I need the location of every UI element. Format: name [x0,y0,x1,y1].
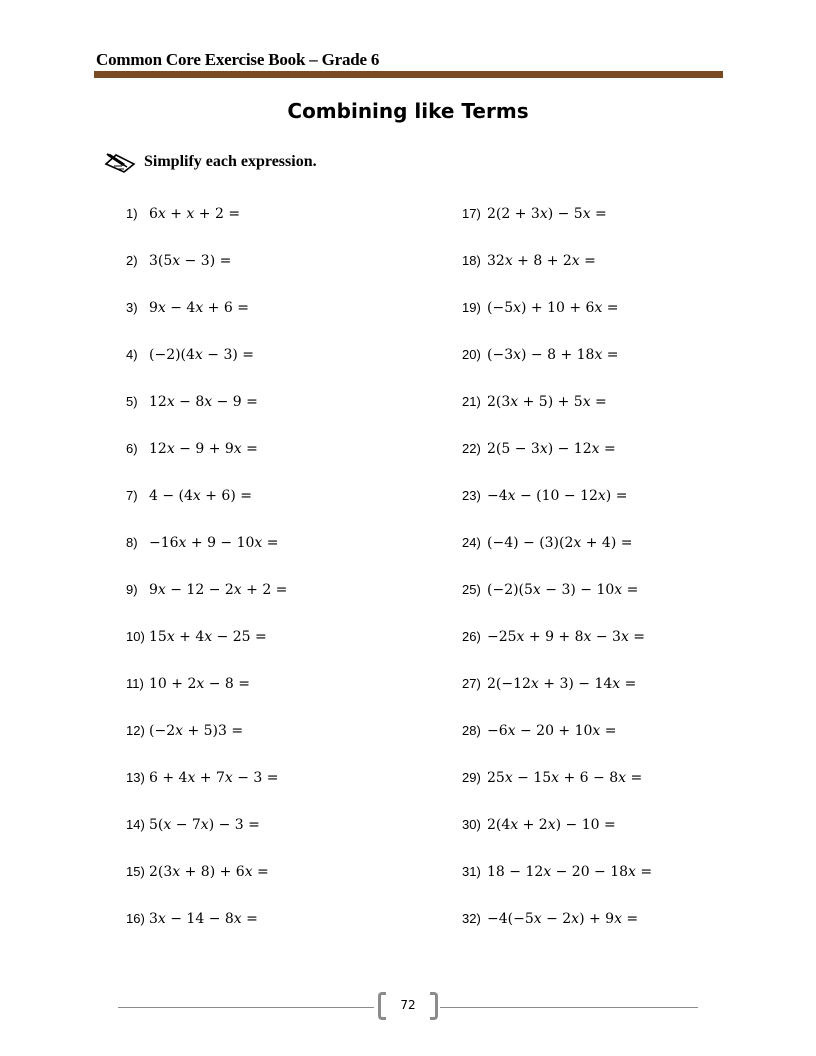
problem-number: 28) [462,723,481,738]
instruction-text: Simplify each expression. [144,153,317,170]
problem-expression: −16𝑥 + 9 − 10𝑥 = [149,535,279,551]
problem-item [462,858,652,905]
problem-expression: 2(4𝑥 + 2𝑥) − 10 = [487,817,616,833]
problem-number: 1) [126,206,138,221]
problem-item [126,388,287,435]
problem-expression: 6𝑥 + 𝑥 + 2 = [149,206,241,222]
problem-expression: 3𝑥 − 14 − 8𝑥 = [149,911,258,927]
problem-number: 16) [126,911,145,926]
problem-item [126,529,287,576]
problem-item [462,811,652,858]
problem-expression: 12𝑥 − 8𝑥 − 9 = [149,394,258,410]
book-title: Common Core Exercise Book – Grade 6 [96,50,380,69]
problem-number: 20) [462,347,481,362]
problem-number: 18) [462,253,481,268]
problem-number: 5) [126,394,138,409]
problem-number: 29) [462,770,481,785]
problem-number: 17) [462,206,481,221]
problem-number: 25) [462,582,481,597]
problem-number: 31) [462,864,481,879]
footer-rule-right [440,1007,698,1008]
problem-number: 26) [462,629,481,644]
problem-number: 15) [126,864,145,879]
problems-left-column [126,200,287,952]
problem-number: 27) [462,676,481,691]
problem-item [462,247,652,294]
problem-item [126,576,287,623]
problem-item [126,811,287,858]
problem-item [462,200,652,247]
problem-item [126,247,287,294]
pencil-paper-icon [104,151,136,173]
problem-expression: 32𝑥 + 8 + 2𝑥 = [487,253,596,269]
problem-number: 21) [462,394,481,409]
problem-number: 7) [126,488,138,503]
problem-number: 14) [126,817,145,832]
problem-number: 12) [126,723,145,738]
problem-expression: 25𝑥 − 15𝑥 + 6 − 8𝑥 = [487,770,643,786]
problem-expression: 2(3𝑥 + 5) + 5𝑥 = [487,394,607,410]
problem-expression: 10 + 2𝑥 − 8 = [149,676,250,692]
problem-item [126,435,287,482]
problem-item [126,764,287,811]
problem-item [126,905,287,952]
problem-item [126,670,287,717]
problem-item [462,435,652,482]
problem-number: 10) [126,629,145,644]
problem-item [126,341,287,388]
problem-item [126,717,287,764]
problem-expression: 2(2 + 3𝑥) − 5𝑥 = [487,206,607,222]
problem-number: 4) [126,347,138,362]
page-number-bracket-left [378,992,386,1020]
problem-number: 9) [126,582,138,597]
problem-expression: −6𝑥 − 20 + 10𝑥 = [487,723,617,739]
problem-number: 22) [462,441,481,456]
problem-number: 19) [462,300,481,315]
problem-expression: 6 + 4𝑥 + 7𝑥 − 3 = [149,770,279,786]
problem-expression: 3(5𝑥 − 3) = [149,253,232,269]
problem-number: 24) [462,535,481,550]
instruction [104,151,317,173]
problem-expression: 2(3𝑥 + 8) + 6𝑥 = [149,864,269,880]
page-number: 72 [400,998,416,1012]
problem-item [462,905,652,952]
problem-number: 3) [126,300,138,315]
problem-item [126,294,287,341]
problem-number: 2) [126,253,138,268]
problem-number: 23) [462,488,481,503]
problem-number: 8) [126,535,138,550]
problem-number: 30) [462,817,481,832]
problem-expression: 2(5 − 3𝑥) − 12𝑥 = [487,441,616,457]
problem-expression: 9𝑥 − 4𝑥 + 6 = [149,300,249,316]
problem-item [126,200,287,247]
header-rule [94,71,723,78]
problem-item [126,623,287,670]
problem-expression: 15𝑥 + 4𝑥 − 25 = [149,629,267,645]
problem-item [462,576,652,623]
problem-expression: (−5𝑥) + 10 + 6𝑥 = [487,300,619,316]
problem-item [462,482,652,529]
problem-item [462,670,652,717]
problem-expression: 5(𝑥 − 7𝑥) − 3 = [149,817,260,833]
problem-item [462,341,652,388]
problems-right-column [462,200,652,952]
problem-expression: (−4) − (3)(2𝑥 + 4) = [487,535,633,551]
problem-number: 6) [126,441,138,456]
problem-expression: 9𝑥 − 12 − 2𝑥 + 2 = [149,582,288,598]
problem-expression: −4(−5𝑥 − 2𝑥) + 9𝑥 = [487,911,639,927]
problem-item [126,482,287,529]
problem-expression: (−2𝑥 + 5)3 = [149,723,244,739]
problem-expression: 12𝑥 − 9 + 9𝑥 = [149,441,258,457]
page-title: Combining like Terms [287,99,529,123]
problem-expression: (−2)(4𝑥 − 3) = [149,347,255,363]
problem-number: 11) [126,676,144,691]
problem-expression: (−2)(5𝑥 − 3) − 10𝑥 = [487,582,639,598]
problem-item [462,529,652,576]
problem-expression: (−3𝑥) − 8 + 18𝑥 = [487,347,619,363]
problem-item [462,388,652,435]
problem-expression: −4𝑥 − (10 − 12𝑥) = [487,488,628,504]
problem-expression: 2(−12𝑥 + 3) − 14𝑥 = [487,676,637,692]
problem-number: 32) [462,911,481,926]
problem-item [126,858,287,905]
page-number-bracket-right [430,992,438,1020]
problem-expression: 4 − (4𝑥 + 6) = [149,488,252,504]
problem-expression: −25𝑥 + 9 + 8𝑥 − 3𝑥 = [487,629,646,645]
problem-item [462,623,652,670]
problem-item [462,294,652,341]
problem-expression: 18 − 12𝑥 − 20 − 18𝑥 = [487,864,653,880]
problem-item [462,764,652,811]
footer-rule-left [118,1007,374,1008]
problem-item [462,717,652,764]
problem-number: 13) [126,770,145,785]
